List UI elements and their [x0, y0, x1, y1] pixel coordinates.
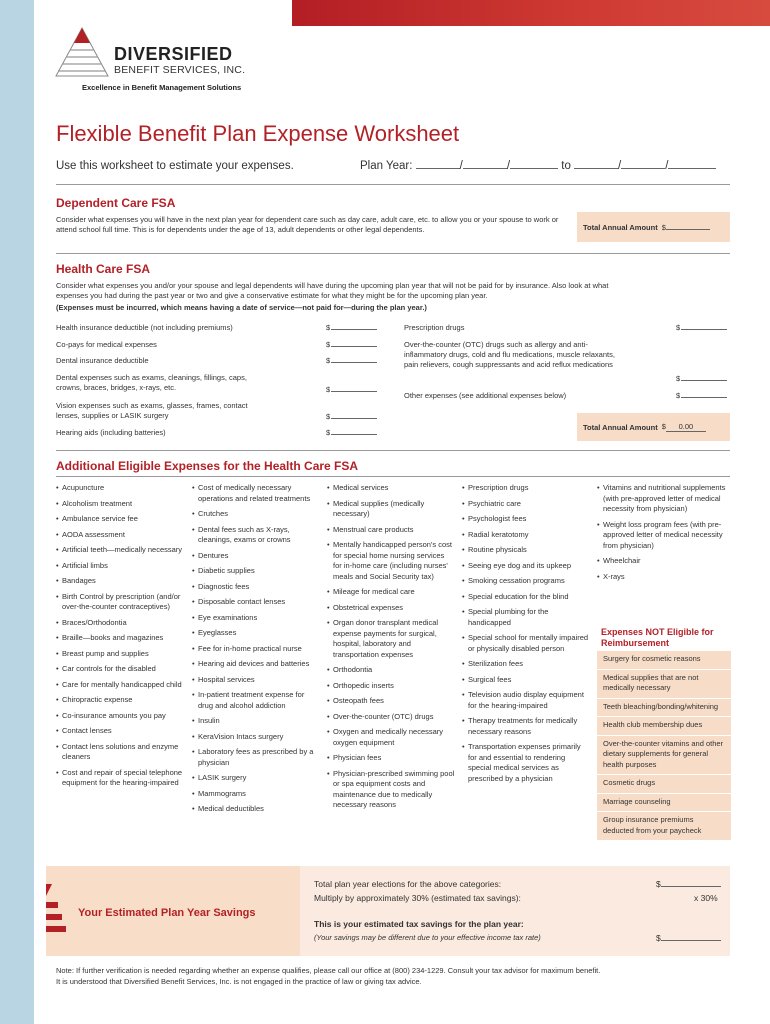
expense-item: • Bandages [56, 576, 186, 587]
health-total-label: Total Annual Amount [583, 422, 658, 432]
expense-item: • Cost and repair of special telephone equipment for the hearing-impaired [56, 768, 186, 789]
expense-item: • Orthodontia [327, 665, 455, 676]
logo-subname: BENEFIT SERVICES, INC. [114, 64, 246, 76]
hc-item: Vision expenses such as exams, glasses, frames, contact lenses, supplies or LASIK surgery [56, 401, 248, 420]
expense-item: • Diabetic supplies [192, 566, 314, 577]
dependent-total-field[interactable] [577, 212, 730, 242]
expense-item: • Surgical fees [462, 675, 590, 686]
expense-item: • Osteopath fees [327, 696, 455, 707]
expense-item: • Sterilization fees [462, 659, 590, 670]
expense-item: • Co-insurance amounts you pay [56, 711, 186, 722]
footnote-line-1: Note: If further verification is needed regarding whether an expense qualifies, please call our office at (800) 234-1229. Consult your tax advisor for maximum benefit. [56, 966, 601, 975]
dependent-total-label: Total Annual Amount [583, 222, 658, 232]
savings-line-3: This is your estimated tax savings for the plan year: [314, 919, 524, 929]
expense-item: • Prescription drugs [462, 483, 590, 494]
expense-item: • Acupuncture [56, 483, 186, 494]
not-eligible-item: Marriage counseling [597, 794, 731, 813]
expense-item: • Transportation expenses primarily for and essential to rendering special medical services as prescribed by a physician [462, 742, 590, 784]
expense-item: • Special plumbing for the handicapped [462, 607, 590, 628]
hc-item: Dental expenses such as exams, cleanings, fillings, caps, crowns, braces, bridges, x-rays, etc. [56, 373, 247, 392]
plan-year-label: Plan Year: [360, 160, 413, 172]
expense-item: • In-patient treatment expense for drug and alcohol addiction [192, 690, 314, 711]
additional-expenses-title: Additional Eligible Expenses for the Health Care FSA [56, 459, 359, 473]
expense-item: • Seeing eye dog and its upkeep [462, 561, 590, 572]
not-eligible-title: Expenses NOT Eligible for Reimbursement [601, 627, 714, 648]
expense-item: • Dentures [192, 551, 314, 562]
health-total-value: 0.00 [666, 422, 706, 432]
savings-line-1: Total plan year elections for the above categories: [314, 879, 502, 889]
divider [56, 253, 730, 254]
expense-column-1 [56, 483, 186, 794]
expense-item: • X-rays [597, 572, 731, 583]
not-eligible-item: Health club membership dues [597, 717, 731, 736]
expense-item: • Mentally handicapped person's cost for special home nursing services for in-home care (including nurses' meals and Social Security tax) [327, 540, 455, 582]
dependent-care-text: Consider what expenses you will have in the next plan year for dependent care such as day care, adult care, etc. to allow you or your spouse to work or attend school full time. This is for dependents under the age of 13, adult dependents or other legal dependents. [56, 215, 559, 234]
not-eligible-item: Medical supplies that are not medically necessary [597, 670, 731, 699]
expense-item: • Smoking cessation programs [462, 576, 590, 587]
logo-name: DIVERSIFIED [114, 44, 233, 64]
expense-item: • Physician fees [327, 753, 455, 764]
amount-field[interactable]: $ [326, 356, 377, 365]
amount-field[interactable]: $ [326, 340, 377, 349]
hc-item: Dental insurance deductible [56, 356, 149, 365]
health-total-field[interactable]: Total Annual Amount $ 0.00 [577, 413, 730, 441]
hc-item: Over-the-counter (OTC) drugs such as allergy and anti-inflammatory drugs, cold and flu medications, muscle relaxants, pain relievers, cough suppressants and acid reflux medications [404, 340, 615, 369]
health-care-note: (Expenses must be incurred, which means having a date of service—not paid for—during the plan year.) [56, 303, 427, 312]
expense-item: • Cost of medically necessary operations and related treatments [192, 483, 314, 504]
not-eligible-item: Teeth bleaching/bonding/whitening [597, 699, 731, 718]
expense-item: • Laboratory fees as prescribed by a physician [192, 747, 314, 768]
expense-item: • Mammograms [192, 789, 314, 800]
expense-item: • Artificial teeth—medically necessary [56, 545, 186, 556]
expense-item: • Braces/Orthodontia [56, 618, 186, 629]
footnote [56, 965, 600, 987]
amount-field[interactable]: $ [326, 385, 377, 394]
expense-item: • Fee for in-home practical nurse [192, 644, 314, 655]
savings-stripe-icon [46, 884, 68, 938]
amount-field[interactable]: $ [326, 323, 377, 332]
footnote-line-2: It is understood that Diversified Benefit Services, Inc. is not engaged in the practice of law or giving tax advice. [56, 977, 422, 986]
health-care-text: Consider what expenses you and/or your spouse and legal dependents will have during the upcoming plan year that will not be paid for by insurance. Also look at what expenses you had during the past year or two and give a conservative estimate for what they might be for the upcoming plan year. [56, 281, 609, 300]
health-care-title: Health Care FSA [56, 262, 151, 276]
expense-item: • Medical deductibles [192, 804, 314, 815]
expense-item: • Orthopedic inserts [327, 681, 455, 692]
not-eligible-item: Surgery for cosmetic reasons [597, 651, 731, 670]
expense-item: • KeraVision Intacs surgery [192, 732, 314, 743]
expense-column-5 [597, 483, 731, 587]
not-eligible-item: Group insurance premiums deducted from your paycheck [597, 812, 731, 841]
expense-item: • Routine physicals [462, 545, 590, 556]
expense-item: • Alcoholism treatment [56, 499, 186, 510]
expense-item: • Crutches [192, 509, 314, 520]
expense-item: • Weight loss program fees (with pre-approved letter of medical necessity from physician) [597, 520, 731, 552]
expense-item: • Care for mentally handicapped child [56, 680, 186, 691]
expense-item: • Chiropractic expense [56, 695, 186, 706]
expense-item: • Braille—books and magazines [56, 633, 186, 644]
expense-item: • Eyeglasses [192, 628, 314, 639]
expense-item: • Dental fees such as X-rays, cleanings, exams or crowns [192, 525, 314, 546]
hc-item: Co-pays for medical expenses [56, 340, 157, 349]
amount-field[interactable]: $ [326, 428, 377, 437]
expense-column-3 [327, 483, 455, 816]
expense-item: • AODA assessment [56, 530, 186, 541]
expense-item: • Birth Control by prescription (and/or over-the-counter contraceptives) [56, 592, 186, 613]
logo-pyramid-icon [52, 26, 112, 81]
amount-field[interactable]: $ [676, 323, 727, 332]
dependent-total-dollar: $ [661, 222, 666, 232]
hc-item: Prescription drugs [404, 323, 465, 332]
expense-item: • Wheelchair [597, 556, 731, 567]
expense-item: • Television audio display equipment for the hearing-impaired [462, 690, 590, 711]
expense-item: • Car controls for the disabled [56, 664, 186, 675]
expense-item: • Medical supplies (medically necessary) [327, 499, 455, 520]
expense-item: • LASIK surgery [192, 773, 314, 784]
plan-year-to: to [561, 160, 571, 172]
expense-item: • Breast pump and supplies [56, 649, 186, 660]
expense-item: • Obstetrical expenses [327, 603, 455, 614]
expense-item: • Over-the-counter (OTC) drugs [327, 712, 455, 723]
savings-box [46, 866, 730, 956]
savings-label: Your Estimated Plan Year Savings [78, 907, 256, 919]
expense-item: • Physician-prescribed swimming pool or spa equipment costs and maintenance due to medically necessary reasons [327, 769, 455, 811]
expense-item: • Eye examinations [192, 613, 314, 624]
expense-item: • Hearing aid devices and batteries [192, 659, 314, 670]
not-eligible-list [597, 651, 731, 841]
plan-year-field[interactable]: Plan Year: / / to / / [360, 160, 716, 172]
expense-item: • Oxygen and medically necessary oxygen equipment [327, 727, 455, 748]
divider [56, 450, 730, 451]
expense-item: • Organ donor transplant medical expense payments for surgical, hospital, laboratory and transportation expenses [327, 618, 455, 660]
multiplier: x 30% [694, 893, 718, 903]
hc-item: Health insurance deductible (not including premiums) [56, 323, 233, 332]
expense-column-2 [192, 483, 314, 820]
expense-item: • Medical services [327, 483, 455, 494]
dependent-care-title: Dependent Care FSA [56, 196, 176, 210]
page-title: Flexible Benefit Plan Expense Worksheet [56, 121, 460, 146]
expense-item: • Special school for mentally impaired or physically disabled person [462, 633, 590, 654]
amount-field[interactable]: $ [676, 374, 727, 383]
logo-tagline: Excellence in Benefit Management Solutions [82, 83, 242, 92]
amount-field[interactable]: $ [676, 391, 727, 400]
side-color-strip [0, 0, 34, 1024]
expense-item: • Diagnostic fees [192, 582, 314, 593]
divider [56, 476, 730, 477]
expense-item: • Radial keratotomy [462, 530, 590, 541]
expense-item: • Special education for the blind [462, 592, 590, 603]
expense-item: • Mileage for medical care [327, 587, 455, 598]
expense-column-4 [462, 483, 590, 789]
total-elections-field[interactable]: $ [656, 878, 721, 890]
expense-item: • Ambulance service fee [56, 514, 186, 525]
not-eligible-item: Over-the-counter vitamins and other dietary supplements for general health purposes [597, 736, 731, 776]
hc-item: Hearing aids (including batteries) [56, 428, 166, 437]
savings-field[interactable]: $ [656, 932, 721, 944]
expense-item: • Insulin [192, 716, 314, 727]
expense-item: • Contact lens solutions and enzyme cleaners [56, 742, 186, 763]
expense-item: • Artificial limbs [56, 561, 186, 572]
divider [56, 184, 730, 185]
savings-line-2: Multiply by approximately 30% (estimated tax savings): [314, 893, 521, 903]
top-banner [292, 0, 770, 26]
page-subtitle: Use this worksheet to estimate your expenses. [56, 160, 294, 172]
amount-field[interactable]: $ [326, 412, 377, 421]
expense-item: • Hospital services [192, 675, 314, 686]
expense-item: • Menstrual care products [327, 525, 455, 536]
hc-item: Other expenses (see additional expenses below) [404, 391, 567, 400]
not-eligible-item: Cosmetic drugs [597, 775, 731, 794]
expense-item: • Psychologist fees [462, 514, 590, 525]
expense-item: • Psychiatric care [462, 499, 590, 510]
savings-line-4: (Your savings may be different due to your effective income tax rate) [314, 933, 541, 942]
expense-item: • Therapy treatments for medically necessary reasons [462, 716, 590, 737]
expense-item: • Vitamins and nutritional supplements (with pre-approved letter of medical necessity from physician) [597, 483, 731, 515]
expense-item: • Contact lenses [56, 726, 186, 737]
expense-item: • Disposable contact lenses [192, 597, 314, 608]
